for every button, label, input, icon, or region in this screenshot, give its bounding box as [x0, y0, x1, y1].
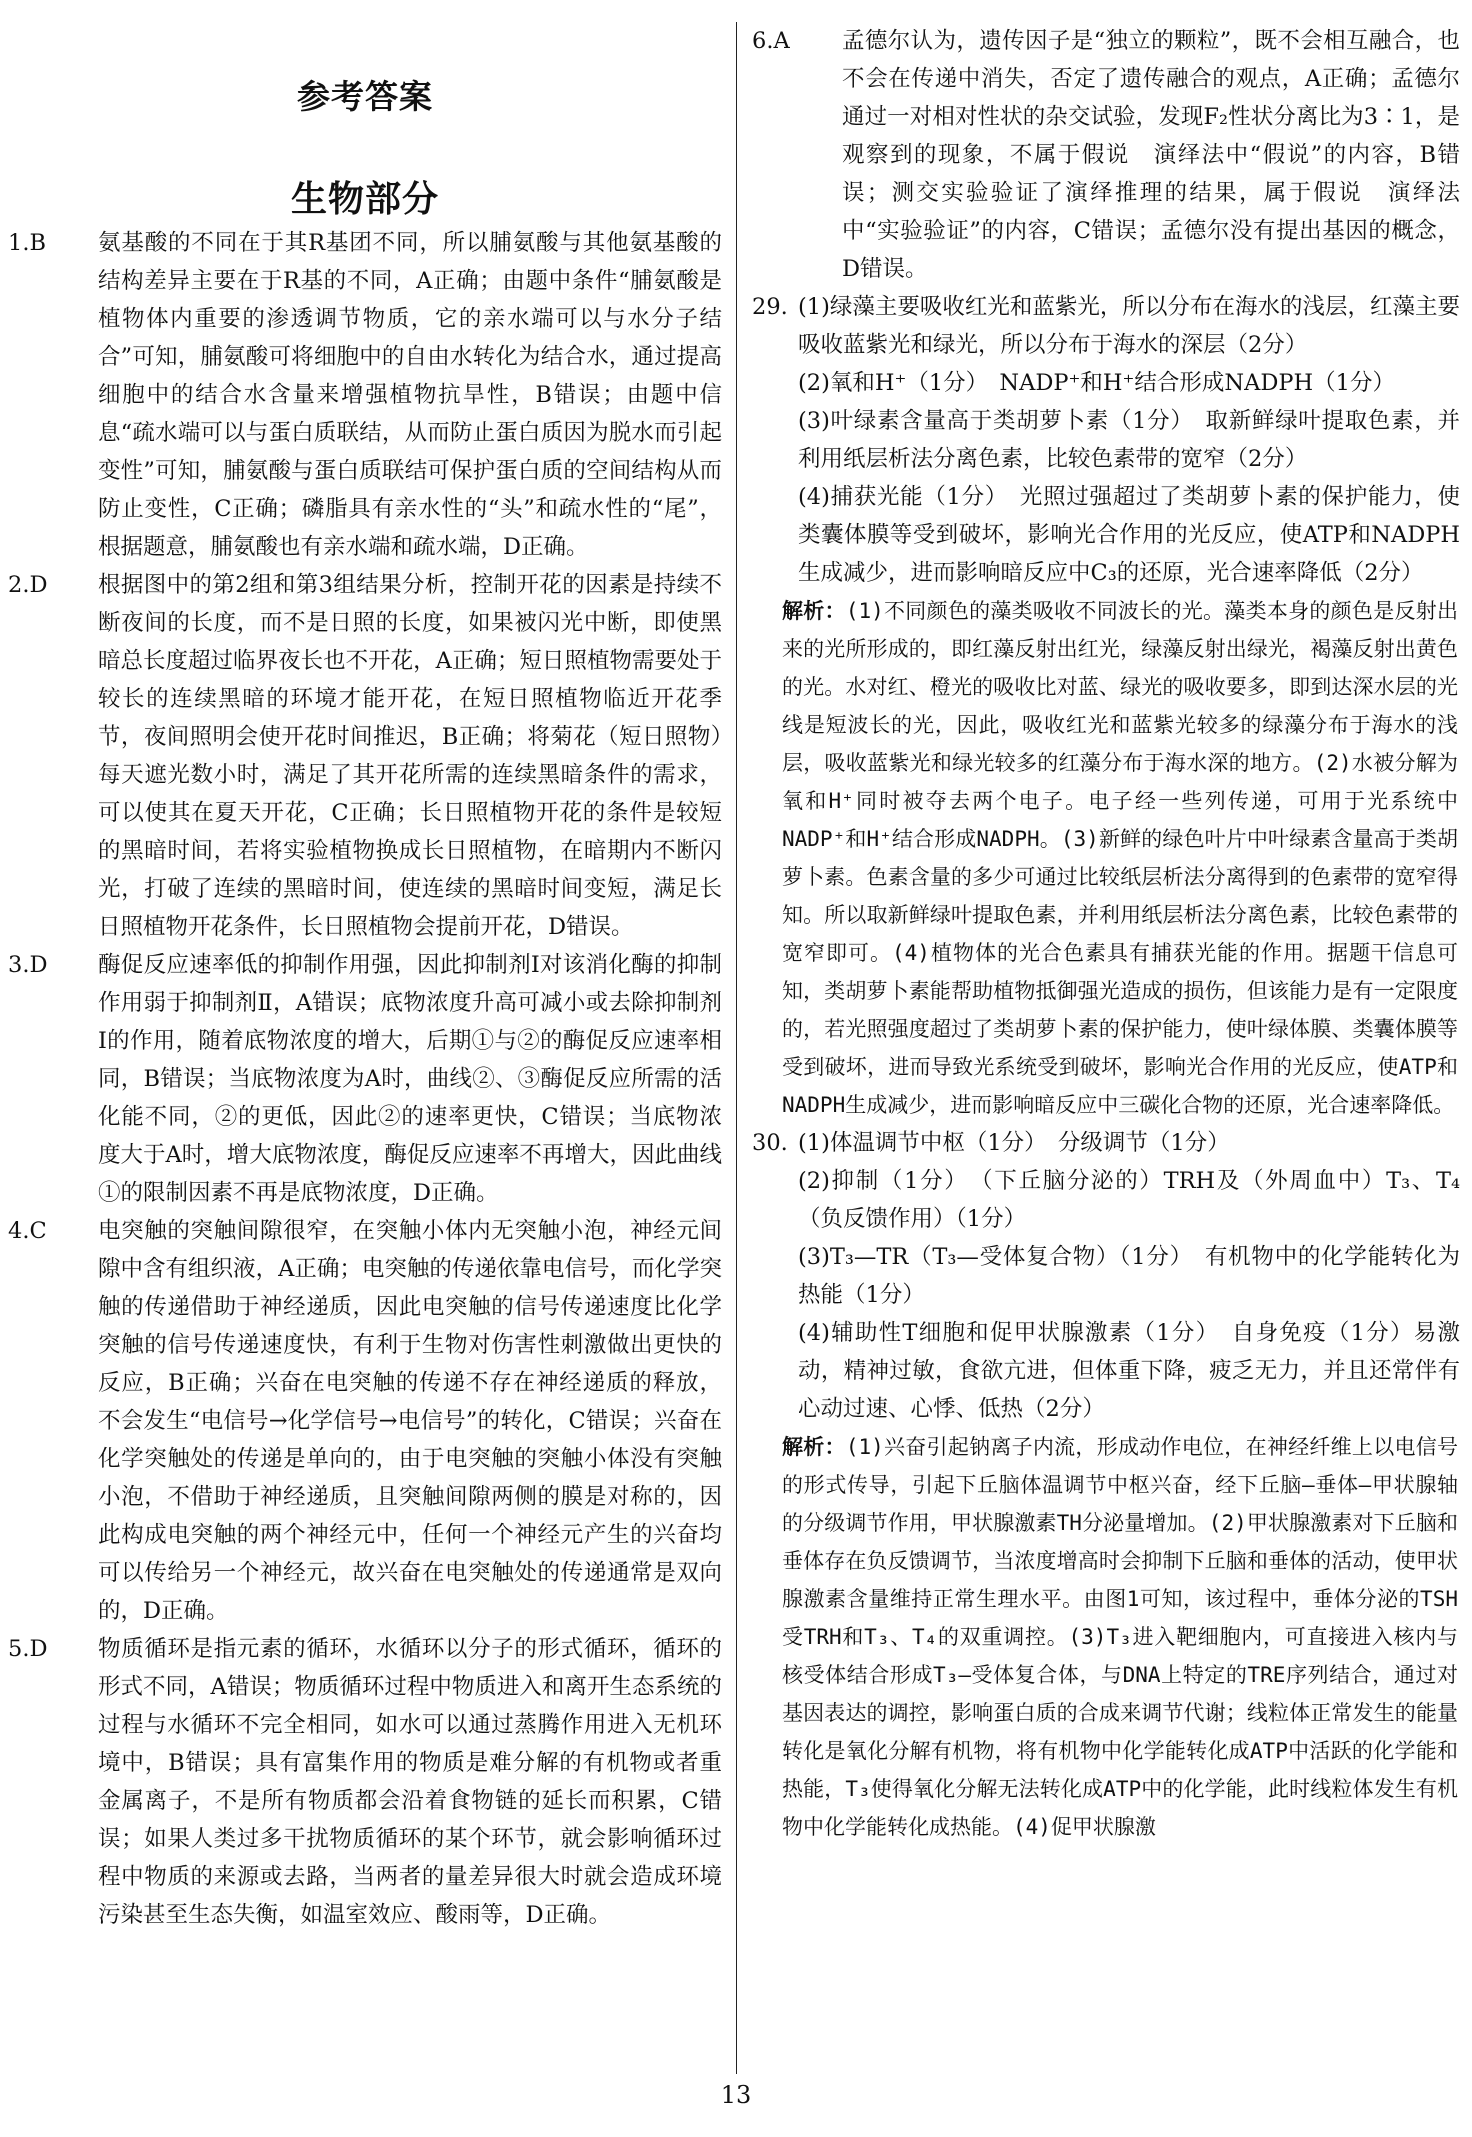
answer-body — [798, 1124, 1460, 1428]
sub-answer-3: (3)T₃—TR（T₃—受体复合物）（1分） 有机物中的化学能转化为热能（1分） — [798, 1244, 1460, 1308]
left-column — [8, 22, 722, 1934]
answer-number: 4.C — [8, 1218, 47, 1244]
answer-item-30 — [752, 1124, 1460, 1428]
answer-item-5 — [8, 1630, 722, 1934]
answer-body — [798, 288, 1460, 592]
right-column — [752, 22, 1460, 1846]
answer-text: 电突触的突触间隙很窄，在突触小体内无突触小泡，神经元间隙中含有组织液，A正确；电突触的传递依靠电信号，而化学突触的传递借助于神经递质，因此电突触的信号传递速度比化学突触的信号传递速度快，有利于生物对伤害性刺激做出更快的反应，B正确；兴奋在电突触的传递不存在神经递质的释放，不会发生“电信号→化学信号→电信号”的转化，C错误；兴奋在化学突触处的传递是单向的，由于电突触的突触小体没有突触小泡，不借助于神经递质，且突触间隙两侧的膜是对称的，因此构成电突触的两个神经元中，任何一个神经元产生的兴奋均可以传给另一个神经元，故兴奋在电突触处的传递通常是双向的，D正确。 — [98, 1218, 722, 1624]
answer-text: 根据图中的第2组和第3组结果分析，控制开花的因素是持续不断夜间的长度，而不是日照的长度，如果被闪光中断，即使黑暗总长度超过临界夜长也不开花，A正确；短日照植物需要处于较长的连续黑暗的环境才能开花，在短日照植物临近开花季节，夜间照明会使开花时间推迟，B正确；将菊花（短日照物）每天遮光数小时，满足了其开花所需的连续黑暗条件的需求，可以使其在夏天开花，C正确；长日照植物开花的条件是较短的黑暗时间，若将实验植物换成长日照植物，在暗期内不断闪光，打破了连续的黑暗时间，使连续的黑暗时间变短，满足长日照植物开花条件，长日照植物会提前开花，D错误。 — [98, 572, 722, 940]
page-number: 13 — [720, 2081, 752, 2109]
answer-number: 30. — [752, 1130, 788, 1156]
sub-answer-1: (1)体温调节中枢（1分） 分级调节（1分） — [798, 1130, 1230, 1156]
answer-text: 氨基酸的不同在于其R基团不同，所以脯氨酸与其他氨基酸的结构差异主要在于R基的不同，A正确；由题中条件“脯氨酸是植物体内重要的渗透调节物质，它的亲水端可以与水分子结合”可知，脯氨酸可将细胞中的自由水转化为结合水，通过提高细胞中的结合水含量来增强植物抗旱性，B错误；由题中信息“疏水端可以与蛋白质联结，从而防止蛋白质因为脱水而引起变性”可知，脯氨酸与蛋白质联结可保护蛋白质的空间结构从而防止变性，C正确；磷脂具有亲水性的“头”和疏水性的“尾”，根据题意，脯氨酸也有亲水端和疏水端，D正确。 — [98, 230, 722, 560]
answer-number: 3.D — [8, 952, 48, 978]
page-title: 参考答案 — [297, 77, 433, 116]
analysis-29 — [752, 592, 1460, 1124]
sub-answer-3: (3)叶绿素含量高于类胡萝卜素（1分） 取新鲜绿叶提取色素，并利用纸层析法分离色素，比较色素带的宽窄（2分） — [798, 408, 1460, 472]
analysis-label: 解析： — [782, 1435, 846, 1459]
answer-item-4 — [8, 1212, 722, 1630]
answer-item-2 — [8, 566, 722, 946]
answer-item-1 — [8, 224, 722, 566]
answer-item-29 — [752, 288, 1460, 592]
column-divider — [736, 22, 737, 2074]
sub-answer-1: (1)绿藻主要吸收红光和蓝紫光，所以分布在海水的浅层，红藻主要吸收蓝紫光和绿光，所以分布于海水的深层（2分） — [798, 294, 1460, 358]
sub-answer-4: (4)辅助性T细胞和促甲状腺激素（1分） 自身免疫（1分）易激动，精神过敏，食欲亢进，但体重下降，疲乏无力，并且还常伴有心动过速、心悸、低热（2分） — [798, 1320, 1460, 1422]
answer-number: 2.D — [8, 572, 48, 598]
answer-text: 酶促反应速率低的抑制作用强，因此抑制剂Ⅰ对该消化酶的抑制作用弱于抑制剂Ⅱ，A错误；底物浓度升高可减小或去除抑制剂Ⅰ的作用，随着底物浓度的增大，后期①与②的酶促反应速率相同，B错误；当底物浓度为A时，曲线②、③酶促反应所需的活化能不同，②的更低，因此②的速率更快，C错误；当底物浓度大于A时，增大底物浓度，酶促反应速率不再增大，因此曲线①的限制因素不再是底物浓度，D正确。 — [98, 952, 723, 1206]
answer-number: 29. — [752, 294, 788, 320]
sub-answer-4: (4)捕获光能（1分） 光照过强超过了类胡萝卜素的保护能力，使类囊体膜等受到破坏，影响光合作用的光反应，使ATP和NADPH生成减少，进而影响暗反应中C₃的还原，光合速率降低（2分） — [798, 484, 1460, 586]
analysis-30 — [752, 1428, 1460, 1846]
answer-item-6 — [752, 22, 1460, 288]
answer-text: 孟德尔认为，遗传因子是“独立的颗粒”，既不会相互融合，也不会在传递中消失，否定了遗传融合的观点，A正确；孟德尔通过一对相对性状的杂交试验，发现F₂性状分离比为3∶1，是观察到的现象，不属于假说 演绎法中“假说”的内容，B错误；测交实验验证了演绎推理的结果，属于假说 演绎法中“实验验证”的内容，C错误；孟德尔没有提出基因的概念，D错误。 — [842, 28, 1460, 282]
answer-item-3 — [8, 946, 722, 1212]
section-title: 生物部分 — [290, 178, 439, 220]
analysis-label: 解析： — [782, 599, 846, 623]
answer-number: 1.B — [8, 230, 47, 256]
answer-text: 物质循环是指元素的循环，水循环以分子的形式循环，循环的形式不同，A错误；物质循环过程中物质进入和离开生态系统的过程与水循环不完全相同，如水可以通过蒸腾作用进入无机环境中，B错误；具有富集作用的物质是难分解的有机物或者重金属离子，不是所有物质都会沿着食物链的延长而积累，C错误；如果人类过多干扰物质循环的某个环节，就会影响循环过程中物质的来源或去路，当两者的量差异很大时就会造成环境污染甚至生态失衡，如温室效应、酸雨等，D正确。 — [98, 1636, 722, 1928]
sub-answer-2: (2)抑制（1分） （下丘脑分泌的）TRH及（外周血中）T₃、T₄（负反馈作用）（1分） — [798, 1168, 1460, 1232]
answer-number: 5.D — [8, 1636, 48, 1662]
analysis-text: (1)不同颜色的藻类吸收不同波长的光。藻类本身的颜色是反射出来的光所形成的，即红藻反射出红光，绿藻反射出绿光，褐藻反射出黄色的光。水对红、橙光的吸收比对蓝、绿光的吸收要多，即到达深水层的光线是短波长的光，因此，吸收红光和蓝紫光较多的绿藻分布于海水的浅层，吸收蓝紫光和绿光较多的红藻分布于海水深的地方。(2)水被分解为氧和H⁺同时被夺去两个电子。电子经一些列传递，可用于光系统中NADP⁺和H⁺结合形成NADPH。(3)新鲜的绿色叶片中叶绿素含量高于类胡萝卜素。色素含量的多少可通过比较纸层析法分离得到的色素带的宽窄得知。所以取新鲜绿叶提取色素，并利用纸层析法分离色素，比较色素带的宽窄即可。(4)植物体的光合色素具有捕获光能的作用。据题干信息可知，类胡萝卜素能帮助植物抵御强光造成的损伤，但该能力是有一定限度的，若光照强度超过了类胡萝卜素的保护能力，使叶绿体膜、类囊体膜等受到破坏，进而导致光系统受到破坏，影响光合作用的光反应，使ATP和NADPH生成减少，进而影响暗反应中三碳化合物的还原，光合速率降低。 — [782, 599, 1458, 1117]
analysis-text: (1)兴奋引起钠离子内流，形成动作电位，在神经纤维上以电信号的形式传导，引起下丘脑体温调节中枢兴奋，经下丘脑—垂体—甲状腺轴的分级调节作用，甲状腺激素TH分泌量增加。(2)甲状腺激素对下丘脑和垂体存在负反馈调节，当浓度增高时会抑制下丘脑和垂体的活动，使甲状腺激素含量维持正常生理水平。由图1可知，该过程中，垂体分泌的TSH受TRH和T₃、T₄的双重调控。(3)T₃进入靶细胞内，可直接进入核内与核受体结合形成T₃—受体复合体，与DNA上特定的TRE序列结合，通过对基因表达的调控，影响蛋白质的合成来调节代谢；线粒体正常发生的能量转化是氧化分解有机物，将有机物中化学能转化成ATP中活跃的化学能和热能，T₃使得氧化分解无法转化成ATP中的化学能，此时线粒体发生有机物中化学能转化成热能。(4)促甲状腺激 — [782, 1435, 1458, 1839]
answer-number: 6.A — [752, 28, 790, 54]
sub-answer-2: (2)氧和H⁺（1分） NADP⁺和H⁺结合形成NADPH（1分） — [798, 370, 1395, 396]
